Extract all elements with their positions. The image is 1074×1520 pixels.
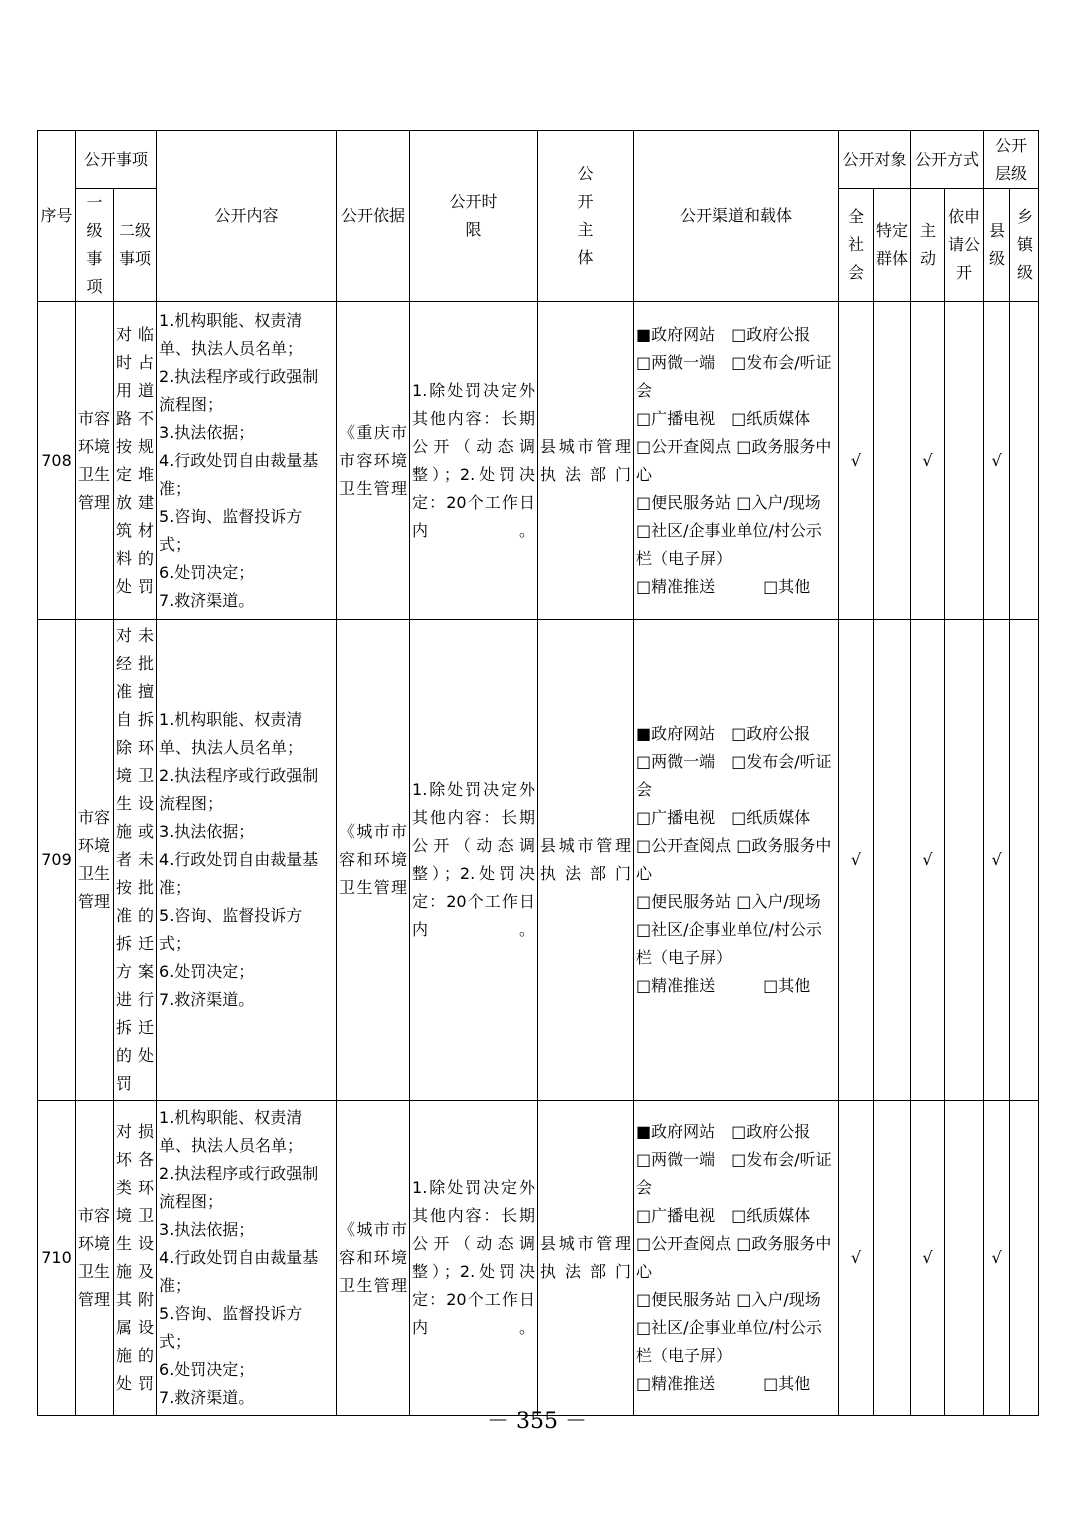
row-tier-county-mark: √ — [984, 620, 1010, 1101]
row-level1: 市容环境卫生管理 — [76, 620, 114, 1101]
content-line: 4.行政处罚自由裁量基准； — [159, 850, 319, 897]
header-method-active: 主动 — [911, 189, 945, 302]
header-audience-all: 全社会 — [839, 189, 874, 302]
channel-line: □广播电视 □纸质媒体 — [636, 408, 811, 428]
row-content — [157, 302, 337, 620]
content-line: 5.咨询、监督投诉方式； — [159, 1304, 303, 1351]
header-tier-township: 乡镇级 — [1010, 189, 1039, 302]
channel-line: ■政府网站 □政府公报 — [636, 1122, 811, 1141]
row-channels — [634, 620, 839, 1101]
channel-line: ■政府网站 □政府公报 — [636, 324, 811, 344]
content-line: 1.机构职能、权责清单、执法人员名单； — [159, 1108, 304, 1155]
channel-line: □广播电视 □纸质媒体 — [636, 1206, 811, 1225]
channel-line: □两微一端 □发布会/听证会 — [636, 752, 832, 799]
disclosure-table — [37, 130, 1039, 1416]
row-audience-all-mark: √ — [839, 1101, 874, 1416]
row-basis: 《城市市容和环境卫生管理 — [337, 1101, 410, 1416]
channel-line: □精准推送 □其他 — [636, 576, 811, 596]
content-line: 2.执法程序或行政强制流程图； — [159, 1164, 319, 1211]
header-channel: 公开渠道和载体 — [634, 131, 839, 302]
content-line: 3.执法依据； — [159, 1220, 255, 1239]
row-audience-all-mark: √ — [839, 620, 874, 1101]
content-line: 7.救济渠道。 — [159, 590, 255, 610]
content-line: 2.执法程序或行政强制流程图； — [159, 366, 319, 414]
row-tier-township-mark — [1010, 1101, 1039, 1416]
header-basis: 公开依据 — [337, 131, 410, 302]
content-line: 3.执法依据； — [159, 422, 255, 442]
row-method-request-mark — [945, 1101, 984, 1416]
header-method-request: 依申请公开 — [945, 189, 984, 302]
content-line: 4.行政处罚自由裁量基准； — [159, 450, 319, 498]
header-time-limit: 公开时限 — [410, 131, 538, 302]
channel-line: □公开查阅点 □政务服务中心 — [636, 436, 832, 484]
header-tier: 公开层级 — [984, 131, 1039, 189]
row-channels — [634, 1101, 839, 1416]
row-audience-specific-mark — [874, 620, 911, 1101]
row-seq: 709 — [38, 620, 76, 1101]
row-seq: 708 — [38, 302, 76, 620]
table-header — [38, 131, 1039, 302]
content-line: 1.机构职能、权责清单、执法人员名单； — [159, 310, 304, 358]
content-line: 6.处罚决定； — [159, 962, 255, 981]
table-body — [38, 302, 1039, 1416]
row-audience-all-mark: √ — [839, 302, 874, 620]
content-line: 6.处罚决定； — [159, 562, 255, 582]
row-method-request-mark — [945, 620, 984, 1101]
row-tier-county-mark: √ — [984, 302, 1010, 620]
header-subject: 公开主体 — [538, 131, 634, 302]
row-time-limit: 1.除处罚决定外其他内容：长期公开（动态调整）；2.处罚决定：20个工作日内。 — [410, 1101, 538, 1416]
row-seq: 710 — [38, 1101, 76, 1416]
header-audience-specific: 特定群体 — [874, 189, 911, 302]
content-line: 6.处罚决定； — [159, 1360, 255, 1379]
row-content — [157, 620, 337, 1101]
row-level1: 市容环境卫生管理 — [76, 1101, 114, 1416]
channel-line: □便民服务站 □入户/现场 — [636, 492, 821, 512]
row-subject: 县城市管理执法部门 — [538, 1101, 634, 1416]
content-line: 7.救济渠道。 — [159, 990, 255, 1009]
channel-line: □广播电视 □纸质媒体 — [636, 808, 811, 827]
content-line: 3.执法依据； — [159, 822, 255, 841]
row-time-limit: 1.除处罚决定外其他内容：长期公开（动态调整）；2.处罚决定：20个工作日内。 — [410, 302, 538, 620]
header-tier-county: 县级 — [984, 189, 1010, 302]
row-basis: 《重庆市市容环境卫生管理 — [337, 302, 410, 620]
row-subject: 县城市管理执法部门 — [538, 620, 634, 1101]
channel-line: □社区/企事业单位/村公示栏（电子屏） — [636, 920, 822, 967]
row-method-request-mark — [945, 302, 984, 620]
channel-line: □两微一端 □发布会/听证会 — [636, 352, 832, 400]
header-method: 公开方式 — [911, 131, 984, 189]
content-line: 5.咨询、监督投诉方式； — [159, 906, 303, 953]
row-method-active-mark: √ — [911, 620, 945, 1101]
row-level2: 对未经批准擅自拆除环境卫生设施或者未按批准的拆迁方案进行拆迁的处罚 — [114, 620, 157, 1101]
channel-line: □社区/企事业单位/村公示栏（电子屏） — [636, 1318, 822, 1365]
row-channels — [634, 302, 839, 620]
row-audience-specific-mark — [874, 1101, 911, 1416]
row-level2: 对临时占用道路不按规定堆放建筑材料的处罚 — [114, 302, 157, 620]
channel-line: □精准推送 □其他 — [636, 1374, 811, 1393]
content-line: 5.咨询、监督投诉方式； — [159, 506, 303, 554]
row-tier-township-mark — [1010, 620, 1039, 1101]
table-row — [38, 1101, 1039, 1416]
row-time-limit: 1.除处罚决定外其他内容：长期公开（动态调整）；2.处罚决定：20个工作日内。 — [410, 620, 538, 1101]
content-line: 7.救济渠道。 — [159, 1388, 255, 1407]
channel-line: □便民服务站 □入户/现场 — [636, 1290, 821, 1309]
table-row — [38, 302, 1039, 620]
content-line: 2.执法程序或行政强制流程图； — [159, 766, 319, 813]
channel-line: ■政府网站 □政府公报 — [636, 724, 811, 743]
page-number: － 355 － — [487, 1409, 587, 1434]
channel-line: □公开查阅点 □政务服务中心 — [636, 836, 832, 883]
table-row — [38, 620, 1039, 1101]
row-audience-specific-mark — [874, 302, 911, 620]
row-tier-county-mark: √ — [984, 1101, 1010, 1416]
header-level2: 二级事项 — [114, 189, 157, 302]
row-subject: 县城市管理执法部门 — [538, 302, 634, 620]
header-content: 公开内容 — [157, 131, 337, 302]
channel-line: □社区/企事业单位/村公示栏（电子屏） — [636, 520, 822, 568]
channel-line: □精准推送 □其他 — [636, 976, 811, 995]
header-audience: 公开对象 — [839, 131, 911, 189]
row-method-active-mark: √ — [911, 302, 945, 620]
channel-line: □两微一端 □发布会/听证会 — [636, 1150, 832, 1197]
channel-line: □公开查阅点 □政务服务中心 — [636, 1234, 832, 1281]
row-level2: 对损坏各类环境卫生设施及其附属设施的处罚 — [114, 1101, 157, 1416]
content-line: 4.行政处罚自由裁量基准； — [159, 1248, 319, 1295]
row-tier-township-mark — [1010, 302, 1039, 620]
header-level1: 一级事项 — [76, 189, 114, 302]
row-basis: 《城市市容和环境卫生管理 — [337, 620, 410, 1101]
row-level1: 市容环境卫生管理 — [76, 302, 114, 620]
row-method-active-mark: √ — [911, 1101, 945, 1416]
content-line: 1.机构职能、权责清单、执法人员名单； — [159, 710, 304, 757]
row-content — [157, 1101, 337, 1416]
header-seq: 序号 — [38, 131, 76, 302]
header-items: 公开事项 — [76, 131, 157, 189]
channel-line: □便民服务站 □入户/现场 — [636, 892, 821, 911]
